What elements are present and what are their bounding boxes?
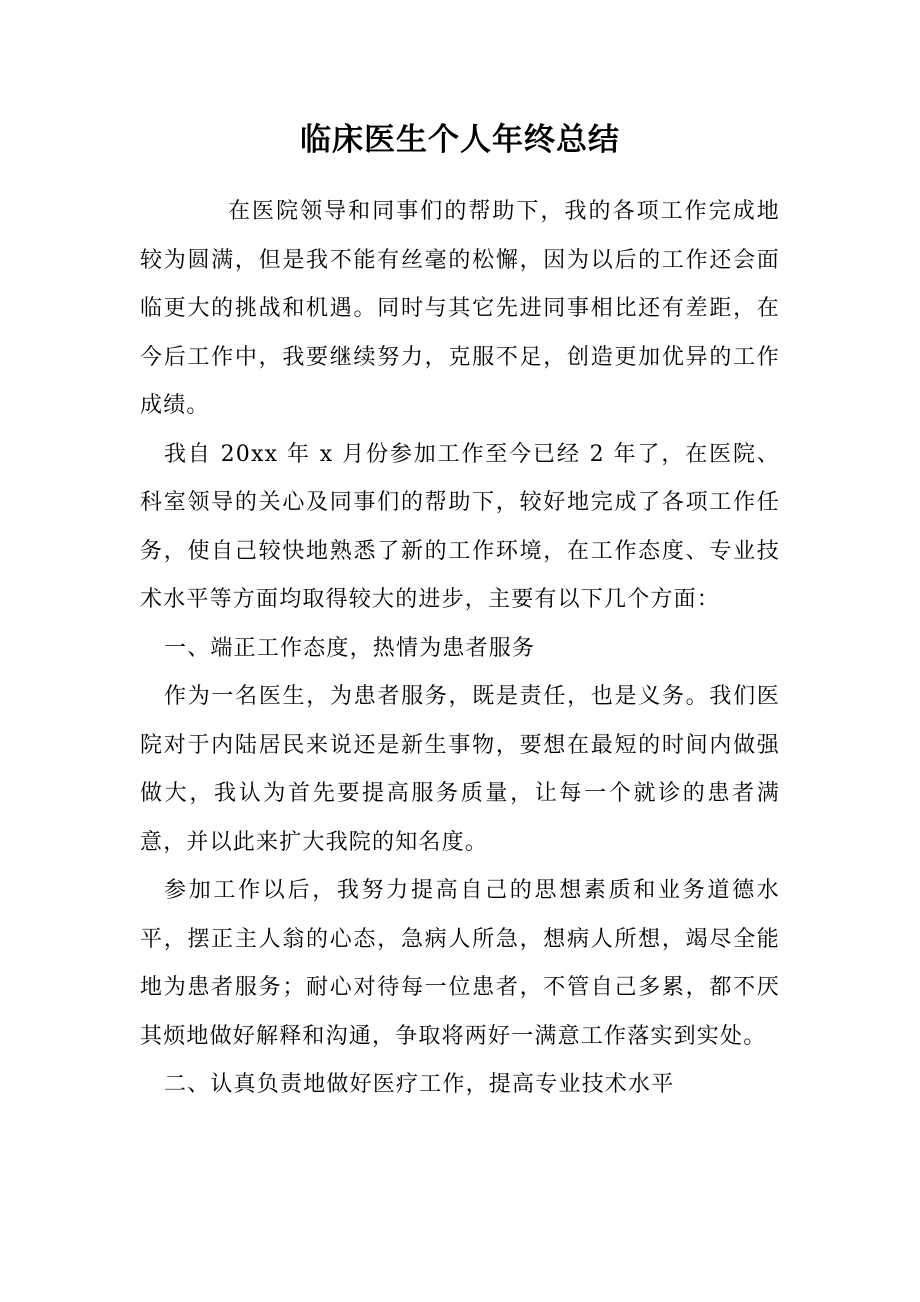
paragraph-service-duty: 作为一名医生，为患者服务，既是责任，也是义务。我们医院对于内陆居民来说还是新生事物，要想在最短的时间内做强做大，我认为首先要提高服务质量，让每一个就诊的患者满意，并以此来扩大我院的知名度。 bbox=[140, 684, 780, 855]
document-title: 临床医生个人年终总结 bbox=[300, 122, 620, 158]
paragraph-intro: 在医院领导和同事们的帮助下，我的各项工作完成地较为圆满，但是我不能有丝毫的松懈，因为以后的工作还会面临更大的挑战和机遇。同时与其它先进同事相比还有差距，在今后工作中，我要继续努力，克服不足，创造更加优异的工作成绩。 bbox=[140, 199, 780, 418]
section-heading-1: 一、端正工作态度，热情为患者服务 bbox=[164, 635, 536, 661]
paragraph-service-practice: 参加工作以后，我努力提高自己的思想素质和业务道德水平，摆正主人翁的心态，急病人所急，想病人所想，竭尽全能地为患者服务；耐心对待每一位患者，不管自己多累，都不厌其烦地做好解释和沟通，争取将两好一满意工作落实到实处。 bbox=[140, 878, 780, 1049]
document-body bbox=[140, 188, 780, 1110]
section-heading-2: 二、认真负责地做好医疗工作，提高专业技术水平 bbox=[164, 1072, 675, 1097]
paragraph-background: 我自 20xx 年 x 月份参加工作至今已经 2 年了，在医院、科室领导的关心及同事们的帮助下，较好地完成了各项工作任务，使自己较快地熟悉了新的工作环境，在工作态度、专业技术水平等方面均取得较大的进步，主要有以下几个方面： bbox=[140, 441, 780, 612]
